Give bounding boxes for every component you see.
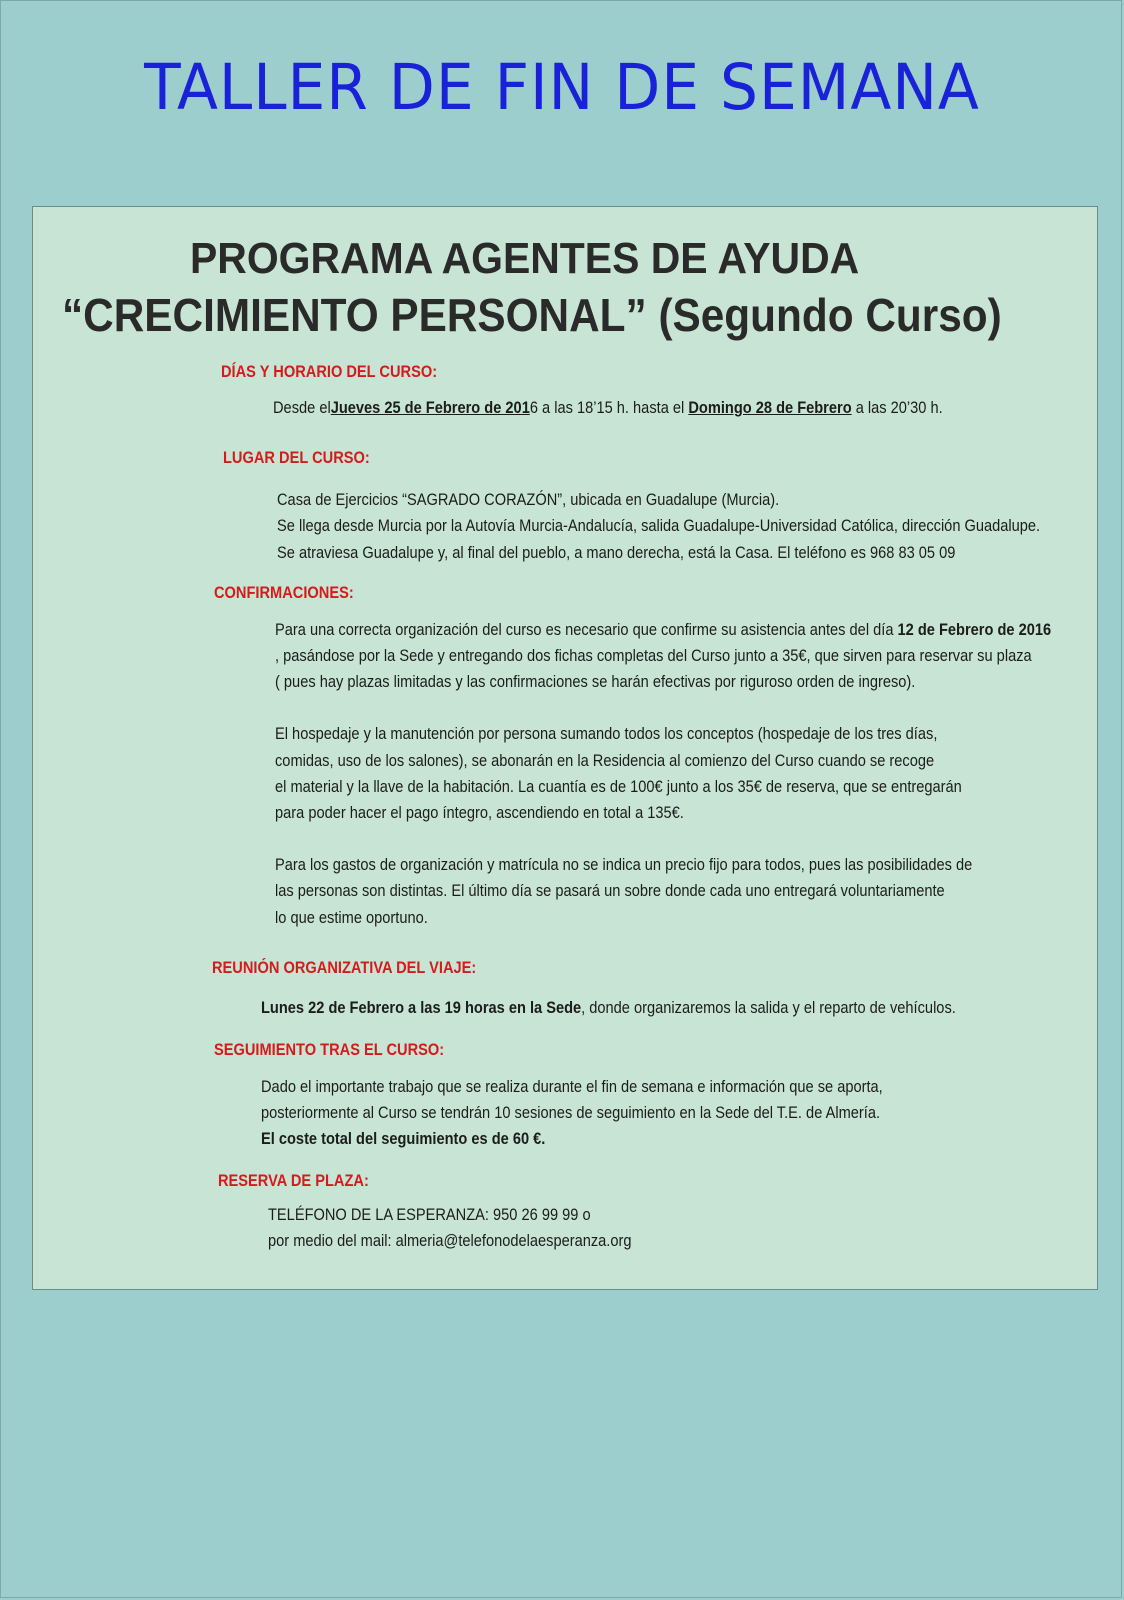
lugar-line: Se atraviesa Guadalupe y, al final del pueblo, a mano derecha, está la Casa. El teléfono es 968 83 05 09: [277, 543, 956, 562]
reunion-fecha: Lunes 22 de Febrero a las 19 horas en la Sede: [261, 998, 582, 1017]
gastos-line: las personas son distintas. El último día se pasará un sobre donde cada uno entregará voluntariamente: [275, 881, 945, 900]
poster-title: TALLER DE FIN DE SEMANA: [144, 51, 980, 124]
gastos-line: lo que estime oportuno.: [275, 908, 428, 927]
dias-fecha-fin: Domingo 28 de Febrero: [688, 398, 852, 417]
reserva-label: RESERVA DE PLAZA:: [218, 1171, 369, 1190]
seguimiento-coste: El coste total del seguimiento es de 60 €.: [261, 1129, 546, 1148]
hospedaje-line: el material y la llave de la habitación. La cuantía es de 100€ junto a los 35€ de reserva, que se entregarán: [275, 777, 962, 796]
seguimiento-label: SEGUIMIENTO TRAS EL CURSO:: [214, 1040, 445, 1059]
confirmaciones-label: CONFIRMACIONES:: [214, 583, 354, 602]
gastos-line: Para los gastos de organización y matrícula no se indica un precio fijo para todos, pues las posibilidades de: [275, 855, 973, 874]
programa-heading: PROGRAMA AGENTES DE AYUDA: [190, 234, 860, 283]
lugar-line: Casa de Ejercicios “SAGRADO CORAZÓN”, ubicada en Guadalupe (Murcia).: [277, 490, 780, 509]
programa-subheading: “CRECIMIENTO PERSONAL” (Segundo Curso): [62, 289, 1002, 341]
dias-text: [273, 398, 943, 418]
dias-fecha-inicio: Jueves 25 de Febrero de 201: [330, 398, 530, 417]
hospedaje-line: para poder hacer el pago íntegro, ascendiendo en total a 135€.: [275, 803, 684, 822]
dias-mid: 6 a las 18’15 h. hasta el: [529, 398, 685, 417]
dias-label: DÍAS Y HORARIO DEL CURSO:: [221, 362, 438, 381]
hospedaje-line: comidas, uso de los salones), se abonarán en la Residencia al comienzo del Curso cuando se recoge: [275, 751, 935, 770]
confirmaciones-line: ( pues hay plazas limitadas y las confirmaciones se harán efectivas por riguroso orden de ingreso).: [275, 672, 916, 691]
reunion-text: [261, 998, 956, 1018]
reserva-mail: por medio del mail: almeria@telefonodelaesperanza.org: [268, 1231, 632, 1250]
confirmaciones-deadline: 12 de Febrero de 2016: [897, 620, 1052, 639]
seguimiento-line: Dado el importante trabajo que se realiza durante el fin de semana e información que se aporta,: [261, 1077, 883, 1096]
seguimiento-line: posteriormente al Curso se tendrán 10 sesiones de seguimiento en la Sede del T.E. de Almería.: [261, 1103, 881, 1122]
reunion-rest: , donde organizaremos la salida y el reparto de vehículos.: [581, 998, 956, 1017]
hospedaje-line: El hospedaje y la manutención por persona sumando todos los conceptos (hospedaje de los tres días,: [275, 724, 938, 743]
confirmaciones-line: [275, 620, 1051, 640]
lugar-line: Se llega desde Murcia por la Autovía Murcia-Andalucía, salida Guadalupe-Universidad Católica, dirección Guadalupe.: [277, 516, 1041, 535]
dias-desde: Desde el: [273, 398, 331, 417]
confirmaciones-line: , pasándose por la Sede y entregando dos fichas completas del Curso junto a 35€, que sirven para reservar su plaza: [275, 646, 1032, 665]
content-panel: [32, 206, 1098, 1290]
confirmaciones-text: Para una correcta organización del curso es necesario que confirme su asistencia antes del día: [275, 620, 894, 639]
reunion-label: REUNIÓN ORGANIZATIVA DEL VIAJE:: [212, 958, 477, 977]
dias-hora-fin: a las 20’30 h.: [855, 398, 943, 417]
lugar-label: LUGAR DEL CURSO:: [223, 448, 370, 467]
reserva-telefono: TELÉFONO DE LA ESPERANZA: 950 26 99 99 o: [268, 1205, 591, 1224]
